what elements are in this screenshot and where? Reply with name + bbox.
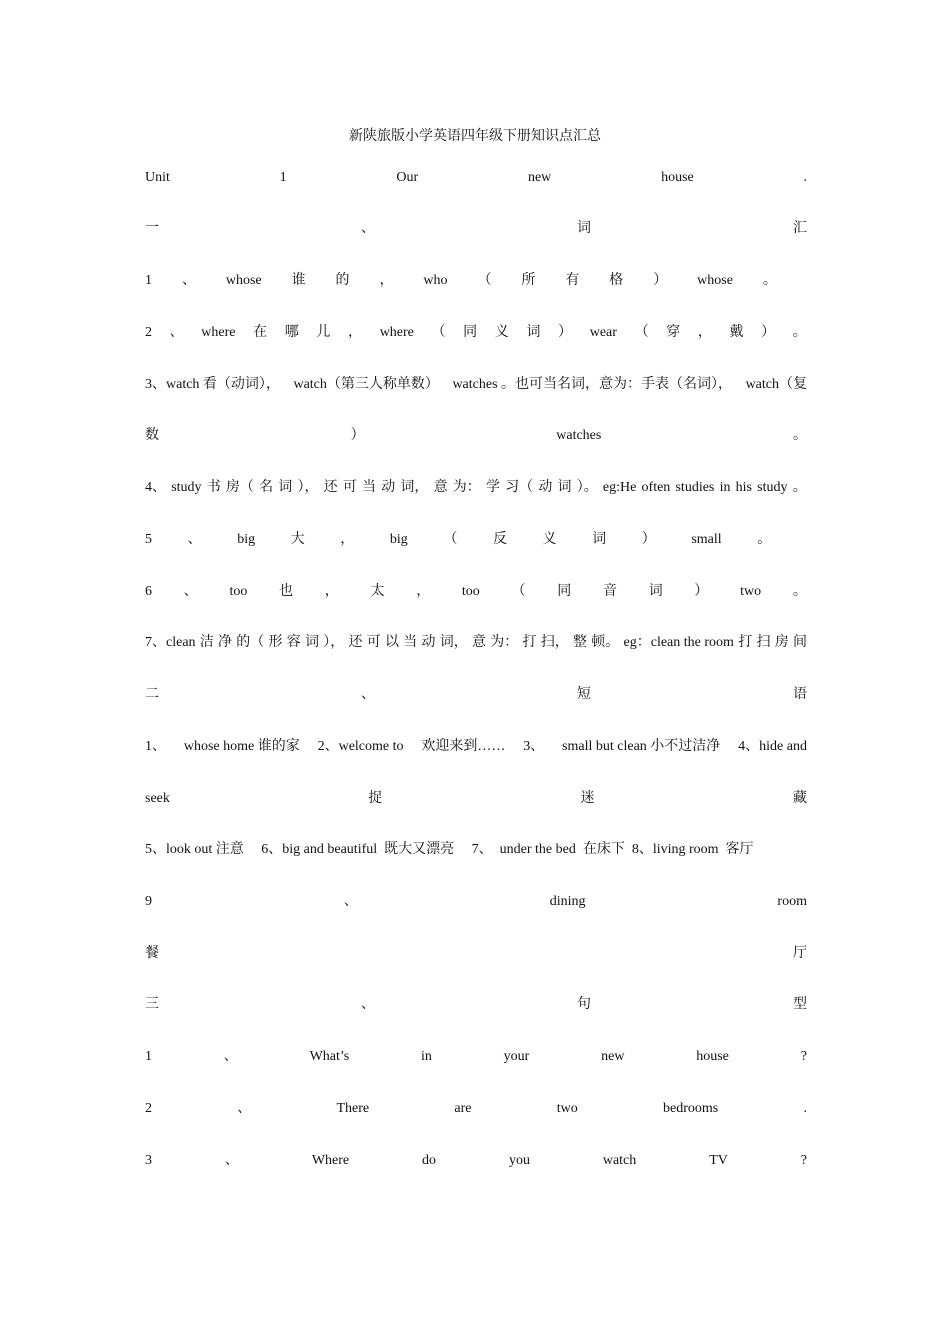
text-token: watch（复: [745, 377, 807, 392]
document-title: 新陕旅版小学英语四年级下册知识点汇总: [349, 129, 601, 144]
text-token: study: [757, 480, 788, 495]
text-token: who: [423, 273, 448, 288]
text-token: ，: [340, 532, 355, 547]
text-token: in: [421, 1049, 432, 1064]
text-token: ）: [641, 532, 656, 547]
text-token: 格: [609, 273, 624, 288]
text-token: house: [696, 1049, 729, 1064]
text-token: whose: [697, 273, 733, 288]
text-token: 意: [433, 480, 448, 495]
text-token: 房（: [225, 480, 254, 495]
text-token: 2、welcome to: [317, 739, 404, 754]
text-token: （: [511, 584, 526, 599]
text-token: TV: [709, 1153, 728, 1168]
text-line: [145, 789, 807, 809]
text-token: 动: [421, 635, 436, 650]
text-token: studies: [675, 480, 715, 495]
text-token: 间: [792, 635, 807, 650]
text-token: your: [503, 1049, 530, 1064]
text-line: [145, 582, 807, 602]
text-token: 动: [538, 480, 553, 495]
text-token: ）: [694, 584, 709, 599]
text-token: watches 。也可当名词，意为：手表（名词），: [452, 377, 733, 392]
text-token: 打: [738, 635, 753, 650]
text-token: 词: [648, 584, 663, 599]
text-line: [145, 375, 807, 395]
text-token: 为：: [490, 635, 519, 650]
text-token: 。: [792, 480, 807, 495]
text-token: 意: [472, 635, 487, 650]
text-line: [145, 478, 807, 498]
text-token: 义: [494, 325, 509, 340]
text-token: house: [661, 170, 694, 185]
text-token: 1: [145, 273, 152, 288]
text-token: 、: [361, 221, 375, 236]
text-token: small but clean 小不过洁净: [562, 739, 721, 754]
text-token: What’s: [309, 1049, 350, 1064]
text-line: [145, 685, 807, 705]
text-token: Unit: [145, 170, 170, 185]
text-token: （: [443, 532, 458, 547]
text-line: [145, 995, 807, 1015]
text-token: 词: [278, 480, 293, 495]
text-line: [145, 1151, 807, 1171]
text-token: 可: [342, 480, 357, 495]
text-token: 短: [577, 687, 591, 702]
text-token: ，: [379, 273, 394, 288]
text-token: 。: [792, 325, 807, 340]
text-line: [145, 1099, 807, 1119]
text-token: 动: [381, 480, 396, 495]
text-token: 戴: [729, 325, 744, 340]
text-token: 。: [757, 532, 772, 547]
text-token: ，: [348, 325, 363, 340]
text-line: [145, 530, 807, 550]
text-token: 、: [223, 1049, 238, 1064]
text-token: （: [431, 325, 446, 340]
text-token: ）: [558, 325, 573, 340]
text-token: 学: [485, 480, 500, 495]
text-token: 义: [542, 532, 557, 547]
text-token: ，: [324, 584, 339, 599]
text-token: 同: [557, 584, 572, 599]
text-token: 7、clean: [145, 635, 196, 650]
text-token: Our: [396, 170, 419, 185]
text-token: ）。: [576, 480, 598, 495]
text-token: ）: [350, 428, 365, 443]
text-token: dining: [549, 894, 586, 909]
text-token: whose: [225, 273, 262, 288]
text-token: 三: [145, 997, 159, 1012]
text-line: [145, 271, 807, 291]
text-token: （: [634, 325, 649, 340]
text-token: 扫，: [540, 635, 569, 650]
text-token: new: [601, 1049, 625, 1064]
text-token: too: [461, 584, 480, 599]
text-token: 词: [577, 221, 591, 236]
text-token: 穿: [666, 325, 681, 340]
text-line: [145, 737, 807, 757]
text-token: often: [641, 480, 671, 495]
text-token: 一: [145, 221, 159, 236]
text-token: watches: [556, 428, 602, 443]
text-token: ），: [297, 480, 319, 495]
text-token: 顿。: [591, 635, 620, 650]
text-token: 、: [224, 1153, 239, 1168]
text-token: two: [740, 584, 762, 599]
text-token: 迷: [580, 791, 595, 806]
text-token: 当: [403, 635, 418, 650]
text-token: 打: [522, 635, 537, 650]
text-token: 、: [183, 584, 198, 599]
text-token: 3: [145, 1153, 152, 1168]
text-token: 太: [370, 584, 385, 599]
text-token: 词，: [400, 480, 429, 495]
text-token: 还: [348, 635, 363, 650]
text-token: 、: [343, 894, 358, 909]
text-token: 厅: [793, 946, 807, 961]
text-token: his: [735, 480, 752, 495]
text-token: 在: [253, 325, 268, 340]
text-token: 、: [361, 997, 375, 1012]
text-line: [145, 944, 807, 964]
text-token: 词: [305, 635, 320, 650]
text-line: [145, 323, 807, 343]
text-token: 数: [145, 428, 159, 443]
text-token: 净: [218, 635, 233, 650]
text-token: ）: [761, 325, 776, 340]
text-token: ，: [416, 584, 431, 599]
text-line: [145, 892, 807, 912]
text-token: 为：: [452, 480, 481, 495]
text-token: 二: [145, 687, 159, 702]
text-token: 、: [169, 325, 184, 340]
text-token: 6: [145, 584, 152, 599]
text-token: seek: [145, 791, 170, 806]
text-token: 、: [187, 532, 202, 547]
text-token: 餐: [145, 946, 159, 961]
text-token: .: [803, 170, 807, 185]
text-token: 词，: [439, 635, 468, 650]
text-token: 型: [793, 997, 807, 1012]
text-token: 房: [774, 635, 789, 650]
text-token: 以: [385, 635, 400, 650]
text-token: 4、hide and: [738, 739, 807, 754]
text-token: where: [201, 325, 236, 340]
text-token: ）: [653, 273, 668, 288]
text-token: （: [477, 273, 492, 288]
text-line: [145, 426, 807, 446]
text-token: in: [719, 480, 731, 495]
text-token: new: [527, 170, 552, 185]
text-token: 5、look out 注意 6、big and beautiful 既大又漂亮 7、 under the bed 在床下 8、living room 客厅: [145, 842, 754, 857]
text-token: big: [389, 532, 408, 547]
text-token: 4、: [145, 480, 166, 495]
text-line: [145, 168, 807, 188]
text-token: 词: [592, 532, 607, 547]
text-token: big: [237, 532, 256, 547]
text-token: 语: [793, 687, 807, 702]
text-token: 3、watch 看（动词），: [145, 377, 280, 392]
text-token: watch: [602, 1153, 637, 1168]
text-token: 书: [206, 480, 221, 495]
text-token: 还: [323, 480, 338, 495]
text-line: [145, 840, 807, 860]
text-token: do: [422, 1153, 437, 1168]
text-token: 也: [279, 584, 294, 599]
text-token: 反: [492, 532, 507, 547]
text-token: eg：clean the room: [623, 635, 734, 650]
text-token: eg:He: [602, 480, 637, 495]
text-token: 形: [268, 635, 283, 650]
text-line: [145, 1047, 807, 1067]
text-token: 捉: [368, 791, 383, 806]
text-token: 的: [335, 273, 350, 288]
text-token: 儿: [316, 325, 331, 340]
text-token: whose home 谁的家: [183, 739, 300, 754]
text-token: 3、: [523, 739, 545, 754]
text-token: 、: [237, 1101, 252, 1116]
text-token: you: [508, 1153, 530, 1168]
text-token: 扫: [756, 635, 771, 650]
text-token: 洁: [199, 635, 214, 650]
text-token: 整: [573, 635, 588, 650]
text-token: 词: [557, 480, 572, 495]
text-token: room: [777, 894, 807, 909]
text-line: [145, 219, 807, 239]
text-token: two: [556, 1101, 578, 1116]
text-token: 当: [362, 480, 377, 495]
text-token: 谁: [291, 273, 306, 288]
text-token: 词: [526, 325, 541, 340]
text-token: 2: [145, 1101, 152, 1116]
text-token: 1: [145, 1049, 152, 1064]
text-token: 。: [792, 584, 807, 599]
text-token: 。: [762, 273, 777, 288]
text-token: 大: [290, 532, 305, 547]
text-token: 哪: [284, 325, 299, 340]
text-token: 9: [145, 894, 152, 909]
text-token: are: [454, 1101, 472, 1116]
text-token: 同: [463, 325, 478, 340]
text-line: [145, 633, 807, 653]
text-token: 容: [286, 635, 301, 650]
text-token: where: [379, 325, 414, 340]
text-token: Where: [311, 1153, 350, 1168]
text-token: ，: [697, 325, 712, 340]
text-token: 所: [521, 273, 536, 288]
text-token: 欢迎来到……: [421, 739, 506, 754]
text-token: watch（第三人称单数）: [293, 377, 439, 392]
text-token: 1: [279, 170, 287, 185]
text-token: 习（: [505, 480, 534, 495]
text-token: 句: [577, 997, 591, 1012]
text-token: 名: [259, 480, 274, 495]
text-token: small: [691, 532, 722, 547]
text-token: 、: [181, 273, 196, 288]
text-token: 可: [366, 635, 381, 650]
text-token: .: [803, 1101, 807, 1116]
text-token: bedrooms: [663, 1101, 719, 1116]
text-token: 。: [792, 428, 807, 443]
text-token: 音: [602, 584, 617, 599]
text-token: 藏: [792, 791, 807, 806]
text-token: wear: [589, 325, 617, 340]
text-token: 5: [145, 532, 152, 547]
text-token: ?: [800, 1049, 807, 1064]
text-token: 有: [565, 273, 580, 288]
text-token: 的（: [236, 635, 265, 650]
text-token: There: [336, 1101, 370, 1116]
text-token: 汇: [793, 221, 807, 236]
text-token: ），: [323, 635, 345, 650]
text-token: ?: [800, 1153, 807, 1168]
text-token: 、: [361, 687, 375, 702]
text-token: 1、: [145, 739, 166, 754]
text-token: too: [229, 584, 248, 599]
text-token: study: [171, 480, 202, 495]
text-token: 2: [145, 325, 152, 340]
